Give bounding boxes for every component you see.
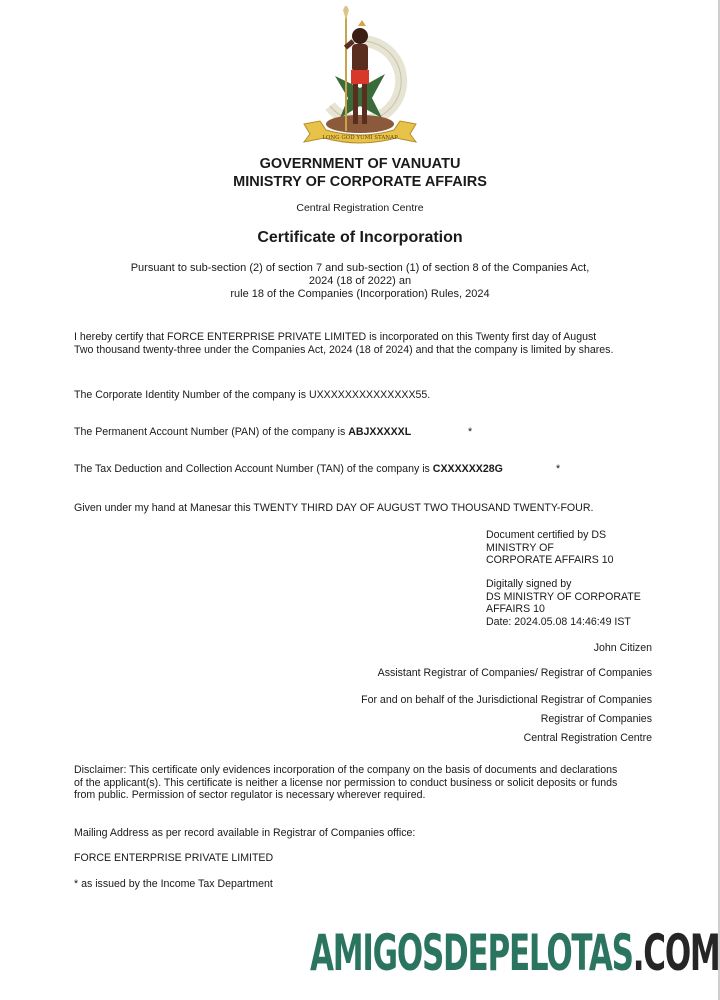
- digital-signature-block: [486, 578, 641, 628]
- government-heading: GOVERNMENT OF VANUATU: [259, 156, 461, 172]
- certification-statement: [74, 331, 613, 356]
- pan-statement: [74, 426, 411, 439]
- certified-line-3: CORPORATE AFFAIRS 10: [486, 554, 614, 566]
- pursuant-line-3: rule 18 of the Companies (Incorporation) Rules, 2024: [230, 288, 490, 300]
- signer-role: Assistant Registrar of Companies/ Registrar of Companies: [377, 667, 652, 679]
- office-name: Central Registration Centre: [296, 202, 424, 214]
- pursuant-line-2: 2024 (18 of 2022) an: [308, 275, 412, 287]
- cin-statement: The Corporate Identity Number of the company is UXXXXXXXXXXXXXX55.: [74, 389, 431, 401]
- certify-line-2: Two thousand twenty-three under the Companies Act, 2024 (18 of 2024) and that the company is limited by shares.: [74, 343, 614, 356]
- certificate-title: Certificate of Incorporation: [257, 229, 463, 246]
- registrar-line: Registrar of Companies: [540, 713, 652, 725]
- given-under-hand: Given under my hand at Manesar this TWENTY THIRD DAY OF AUGUST TWO THOUSAND TWENTY-FOUR.: [74, 502, 594, 514]
- ministry-heading: MINISTRY OF CORPORATE AFFAIRS: [233, 174, 487, 190]
- watermark-brand: AMIGOSDEPELOTAS: [310, 924, 633, 982]
- signer-name: John Citizen: [593, 642, 652, 654]
- document-certified-block: [486, 529, 614, 567]
- footnote: * as issued by the Income Tax Department: [74, 878, 273, 890]
- disclaimer: [74, 764, 617, 802]
- certified-line-1: Document certified by DS: [486, 529, 607, 541]
- watermark-logo: [310, 924, 720, 982]
- on-behalf-line: For and on behalf of the Jurisdictional Registrar of Companies: [361, 694, 652, 706]
- certify-line-1: I hereby certify that FORCE ENTERPRISE PRIVATE LIMITED is incorporated on this Twenty first day of August: [74, 331, 597, 343]
- pan-label: The Permanent Account Number (PAN) of the company is: [74, 426, 349, 438]
- disclaimer-line-2: of the applicant(s). This certificate is neither a license nor permission to conduct business or solicit deposits or funds: [74, 776, 618, 789]
- svg-text:LONG GOD YUMI STANAP: LONG GOD YUMI STANAP: [322, 135, 398, 141]
- pan-value: ABJXXXXXL: [348, 426, 412, 438]
- tan-value: CXXXXXX28G: [432, 463, 503, 475]
- tan-label: The Tax Deduction and Collection Account Number (TAN) of the company is: [74, 463, 433, 475]
- pan-footnote-mark: *: [468, 426, 473, 438]
- tan-footnote-mark: *: [556, 463, 561, 475]
- watermark-tld: .COM: [632, 924, 720, 982]
- pursuant-line-1: Pursuant to sub-section (2) of section 7 and sub-section (1) of section 8 of the Companies Act,: [130, 262, 590, 274]
- pursuant-clause: [0, 262, 720, 301]
- mailing-address-label: Mailing Address as per record available in Registrar of Companies office:: [74, 827, 416, 839]
- disclaimer-line-1: Disclaimer: This certificate only evidences incorporation of the company on the basis of documents and declarations: [74, 764, 618, 776]
- signature-date: Date: 2024.05.08 14:46:49 IST: [486, 615, 631, 628]
- signed-line-3: AFFAIRS 10: [486, 603, 545, 615]
- registration-centre-line: Central Registration Centre: [523, 732, 652, 744]
- signed-line-1: Digitally signed by: [486, 578, 572, 590]
- disclaimer-line-3: from public. Permission of sector regulator is necessary wherever required.: [74, 789, 426, 801]
- tan-statement: [74, 463, 503, 476]
- signed-line-2: DS MINISTRY OF CORPORATE: [486, 590, 641, 603]
- certified-line-2: MINISTRY OF: [486, 541, 554, 554]
- vanuatu-coat-of-arms-icon: [300, 6, 420, 146]
- mailing-address-name: FORCE ENTERPRISE PRIVATE LIMITED: [74, 852, 274, 864]
